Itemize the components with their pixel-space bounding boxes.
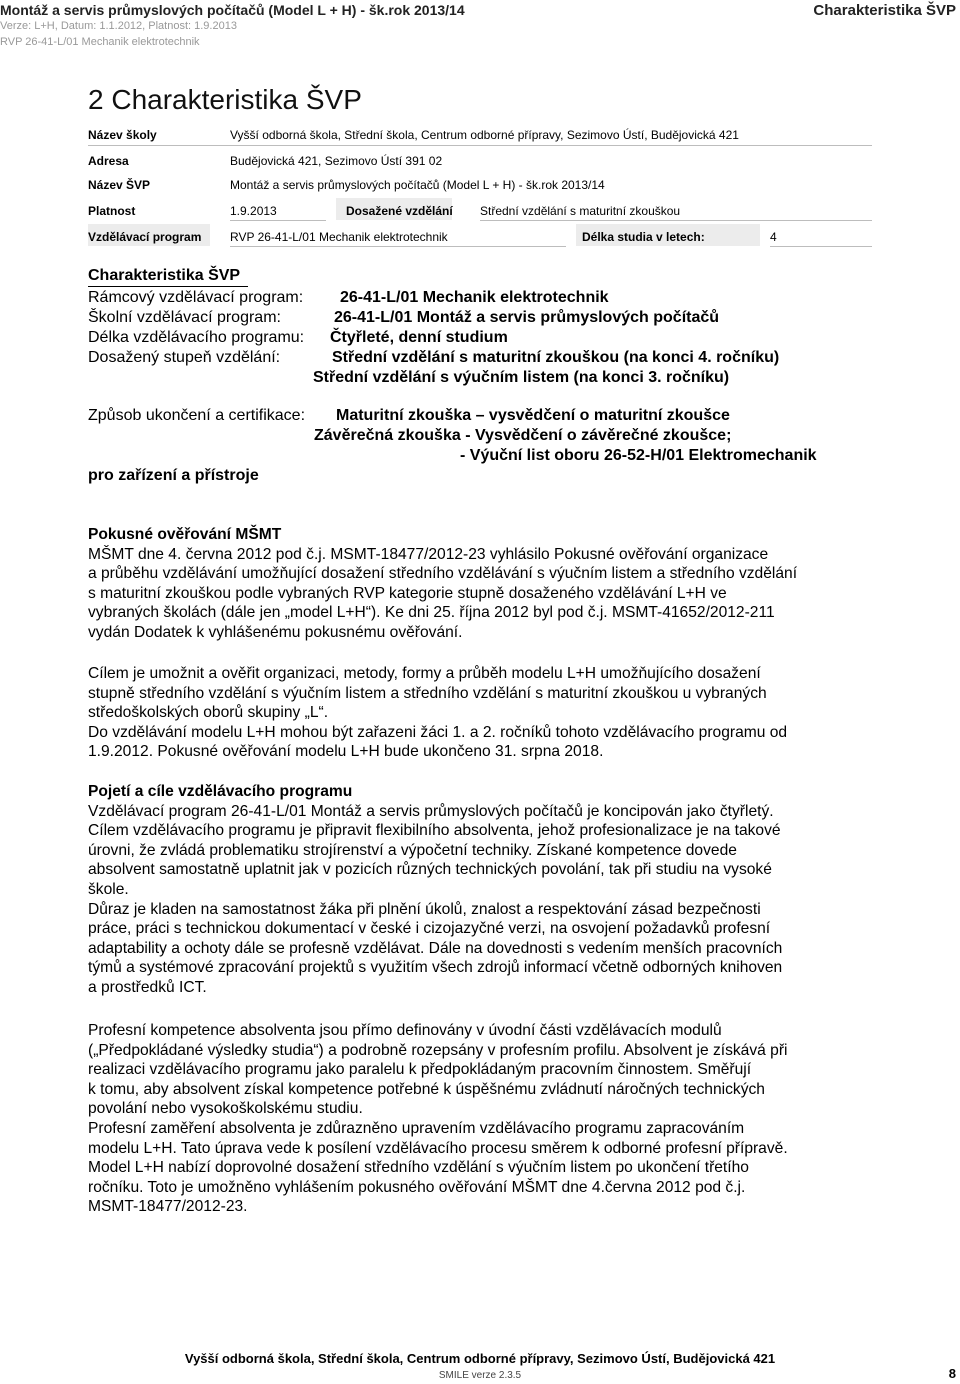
level-value-1: Střední vzdělání s maturitní zkouškou (na konci 4. ročníku) [332, 349, 780, 366]
footer-school: Vyšší odborná škola, Střední škola, Centrum odborné přípravy, Sezimovo Ústí, Budějovická 421 [184, 1351, 776, 1366]
pilot-line: vydán Dodatek k vyhlášenému pokusnému ověřování. [88, 623, 463, 641]
length-value: Čtyřleté, denní studium [330, 329, 508, 346]
school-value: Vyšší odborná škola, Střední škola, Centrum odborné přípravy, Sezimovo Ústí, Budějovická 421 [230, 128, 739, 142]
concept-line: absolvent samostatně uplatnit jak v pozicích různých technických povolání, tak při studiu na vysoké [88, 861, 772, 879]
profession-line: povolání nebo vysokoškolskému studiu. [88, 1100, 363, 1118]
concept-line: práce, práci s technickou dokumentací v české i cizojazyčné verzi, na osvojení požadavků profesní [88, 920, 771, 938]
concept-line: Cílem vzdělávacího programu je připravit flexibilního absolventa, jehož profesionalizace je na takové [88, 822, 781, 840]
info-row-address [88, 148, 872, 170]
info-row-svp [88, 172, 872, 194]
profession-line: Profesní zaměření absolventa je zdůrazněno upravením vzdělávacího programu zapracováním [88, 1119, 745, 1137]
profession-line: Profesní kompetence absolventa jsou přímo definovány v úvodní části vzdělávacích modulů [88, 1022, 722, 1039]
goal-line: Do vzdělávání modelu L+H mohou být zařazeni žáci 1. a 2. ročníků tohoto vzdělávacího programu od [88, 723, 788, 741]
info-row-school [88, 122, 872, 144]
concept-line: Důraz je kladen na samostatnost žáka při plnění úkolů, znalost a respektování zásad bezpečnosti [88, 900, 761, 918]
cell-underline [770, 246, 872, 247]
profession-line: realizaci vzdělávacího programu jako paralelu k předpokládaným pracovním činnostem. Směřují [88, 1061, 752, 1079]
svp-label: Školní vzdělávací program: [88, 309, 281, 326]
pilot-line: MŠMT dne 4. června 2012 pod č.j. MSMT-18477/2012-23 vyhlásilo Pokusné ověřování organizace [88, 545, 769, 563]
level-label: Dosažený stupeň vzdělání: [88, 349, 281, 366]
concept-line: škole. [88, 880, 129, 898]
cell-underline [230, 246, 566, 247]
profession-line: k tomu, aby absolvent získal kompetence potřebné k úspěšnému zvládnutí náročných technických [88, 1080, 765, 1098]
concept-line: Vzdělávací program 26-41-L/01 Montáž a servis průmyslových počítačů je koncipován jako čtyřletý. [88, 802, 774, 820]
pilot-goal-paragraph [88, 664, 880, 762]
completion-value-2: Závěrečná zkouška - Vysvědčení o závěrečné zkoušce; [314, 427, 732, 444]
footer-version: SMILE verze 2.3.5 [438, 1370, 522, 1381]
length-label: Délka vzdělávacího programu: [88, 329, 305, 346]
concept-section [88, 782, 880, 998]
info-row-validity [88, 198, 872, 220]
pilot-section [88, 525, 880, 643]
rvp-line: RVP 26-41-L/01 Mechanik elektrotechnik [0, 36, 200, 48]
pilot-line: a průběhu vzdělávání umožňující dosažení středního vzdělávání s výučním listem a středního vzdělání [88, 565, 798, 583]
svp-value: 26-41-L/01 Montáž a servis průmyslových počítačů [334, 309, 720, 326]
completion-label: Způsob ukončení a certifikace: [88, 407, 306, 424]
goal-line: stupně středního vzdělání s výučním listem a středního vzdělání s maturitní zkouškou u vybraných [88, 684, 767, 702]
completion-value-1: Maturitní zkouška – vysvědčení o maturitní zkoušce [336, 407, 730, 424]
pilot-line: s maturitní zkouškou podle vybraných RVP kategorie stupně dosaženého vzdělávání L+H ve [88, 584, 727, 602]
concept-heading: Pojetí a cíle vzdělávacího programu [88, 783, 353, 800]
row-divider [88, 145, 872, 146]
validity-value: 1.9.2013 [230, 204, 277, 218]
goal-line: Cílem je umožnit a ověřit organizaci, metody, formy a průběh modelu L+H umožňujícího dosažení [88, 665, 761, 682]
page-header [0, 0, 960, 52]
svp-value: Montáž a servis průmyslových počítačů (Model L + H) - šk.rok 2013/14 [230, 178, 605, 192]
heading-underline [88, 286, 248, 287]
completion-value-3: - Výuční list oboru 26-52-H/01 Elektromechanik [460, 447, 817, 464]
pilot-heading: Pokusné ověřování MŠMT [88, 526, 282, 543]
concept-line: a prostředků ICT. [88, 978, 207, 996]
concept-line: úrovni, že zvládá problematiku strojírenství a výpočetní techniky. Získané kompetence dovede [88, 841, 737, 859]
document-title: Montáž a servis průmyslových počítačů (Model L + H) - šk.rok 2013/14 [0, 2, 465, 18]
page-number: 8 [948, 1366, 956, 1381]
validity-label: Platnost [88, 204, 136, 218]
address-value: Budějovická 421, Sezimovo Ústí 391 02 [230, 154, 443, 168]
cell-underline [230, 220, 326, 221]
pilot-line: vybraných školách (dále jen „model L+H“). Ke dni 25. října 2012 byl pod č.j. MSMT-41652/2012-211 [88, 604, 775, 622]
section-title: 2 Charakteristika ŠVP [88, 84, 362, 115]
level-value-2: Střední vzdělání s výučním listem (na konci 3. ročníku) [313, 369, 730, 386]
program-label: Vzdělávací program [88, 230, 202, 244]
profession-line: („Předpokládané výsledky studia“) a podrobně rozepsány v profesním profilu. Absolvent je získává při [88, 1041, 788, 1059]
address-label: Adresa [88, 154, 129, 168]
section-name: Charakteristika ŠVP [813, 2, 956, 19]
profession-line: MSMT-18477/2012-23. [88, 1198, 248, 1216]
svp-label: Název ŠVP [88, 178, 151, 192]
rvp-label: Rámcový vzdělávací program: [88, 289, 304, 306]
duration-value: 4 [770, 230, 777, 244]
concept-line: týmů a systémové zpracování projektů s využitím všech zdrojů informací včetně odborných knihoven [88, 959, 783, 977]
goal-line: 1.9.2012. Pokusné ověřování modelu L+H bude ukončeno 31. srpna 2018. [88, 743, 604, 761]
profession-line: Model L+H nabízí doprovolné dosažení středního vzdělání s výučním listem po ukončení třetího [88, 1159, 749, 1177]
cell-underline [480, 220, 872, 221]
version-line: Verze: L+H, Datum: 1.1.2012, Platnost: 1.9.2013 [0, 20, 237, 32]
education-label: Dosažené vzdělání [346, 204, 453, 218]
school-label: Název školy [88, 128, 157, 142]
profession-paragraph [88, 1021, 880, 1217]
info-row-program [88, 224, 872, 246]
rvp-value: 26-41-L/01 Mechanik elektrotechnik [340, 289, 609, 306]
profession-line: modelu L+H. Tato úprava vede k posílení vzdělávacího procesu směrem k odborné profesní přípravě. [88, 1139, 788, 1157]
education-value: Střední vzdělání s maturitní zkouškou [480, 204, 681, 218]
completion-value-4: pro zařízení a přístroje [88, 467, 259, 484]
characteristics-heading: Charakteristika ŠVP [88, 267, 241, 284]
program-value: RVP 26-41-L/01 Mechanik elektrotechnik [230, 230, 448, 244]
concept-line: adaptability a ochoty dále se profesně vzdělávat. Dále na dovednosti s vedením menších pracovních [88, 939, 783, 957]
goal-line: středoškolských oborů skupiny „L“. [88, 704, 329, 722]
duration-label: Délka studia v letech: [582, 230, 705, 244]
profession-line: ročníku. Toto je umožněno vyhlášením pokusného ověřování MŠMT dne 4.června 2012 pod č.j. [88, 1178, 746, 1196]
